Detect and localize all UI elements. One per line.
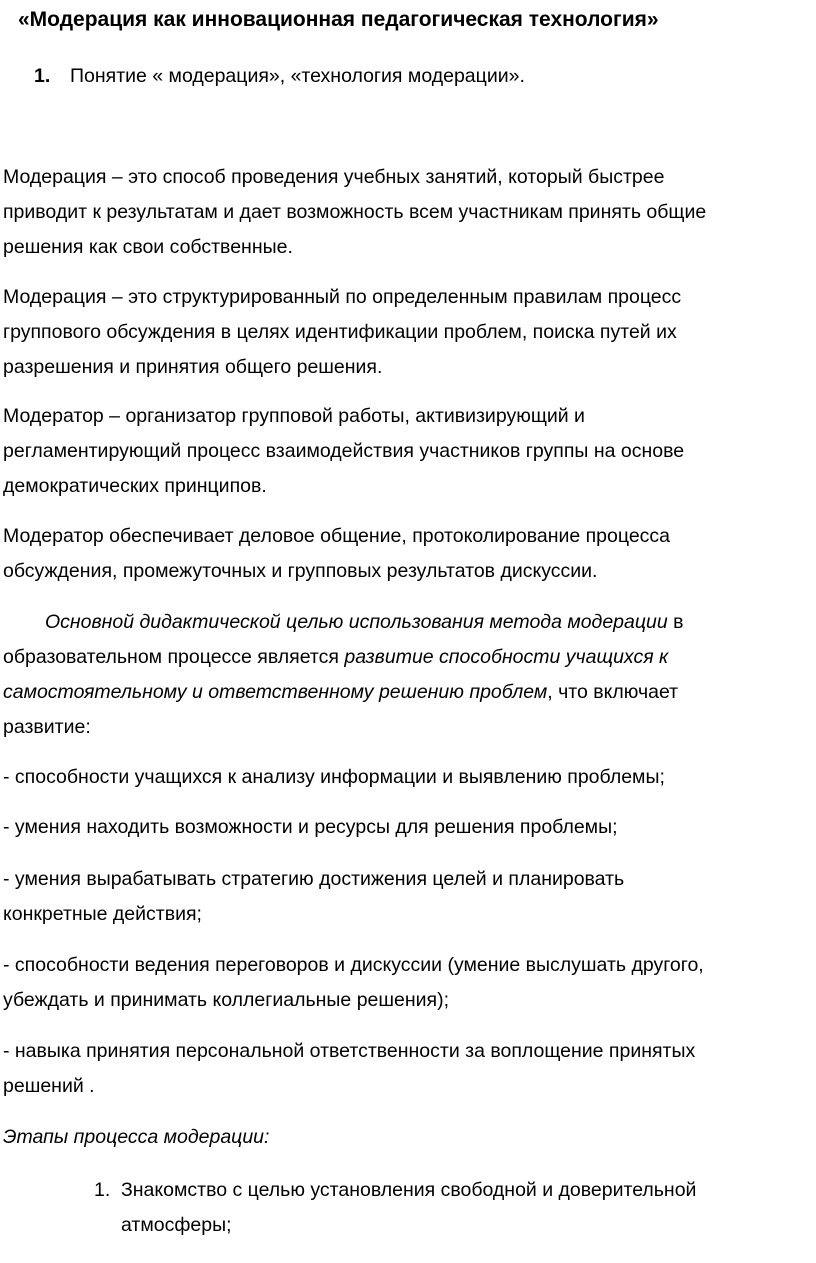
paragraph-3-line-1: Модератор – организатор групповой работы, активизирующий и (3, 405, 585, 427)
paragraph-3-line-2: регламентирующий процесс взаимодействия участников группы на основе (3, 440, 685, 462)
didactic-goal-emphasis: Основной дидактической целью использования метода модерации (45, 611, 668, 633)
paragraph-4-line-2: обсуждения, промежуточных и групповых результатов дискуссии. (3, 560, 598, 582)
bullet-2: - умения находить возможности и ресурсы для решения проблемы; (3, 816, 618, 838)
paragraph-5-line-4: развитие: (3, 716, 91, 738)
paragraph-2-line-3: разрешения и принятия общего решения. (3, 356, 383, 378)
paragraph-5-line-2 (3, 645, 668, 669)
paragraph-2-line-1: Модерация – это структурированный по определенным правилам процесс (3, 286, 682, 308)
stage-1-line-1: Знакомство с целью установления свободной и доверительной (121, 1179, 697, 1201)
stage-1-number: 1. (94, 1179, 111, 1201)
bullet-5-line-2: решений . (3, 1075, 95, 1097)
paragraph-1-line-2: приводит к результатам и дает возможность всем участникам принять общие (3, 201, 707, 223)
paragraph-5-line-2-text: образовательном процессе является (3, 646, 345, 668)
bullet-4-line-2: убеждать и принимать коллегиальные решения); (3, 989, 450, 1011)
bullet-4-line-1: - способности ведения переговоров и дискуссии (умение выслушать другого, (3, 954, 704, 976)
bullet-1: - способности учащихся к анализу информации и выявлению проблемы; (3, 766, 665, 788)
bullet-3-line-2: конкретные действия; (3, 903, 202, 925)
section-heading: Понятие « модерация», «технология модерации». (70, 65, 525, 87)
paragraph-2-line-2: группового обсуждения в целях идентификации проблем, поиска путей их (3, 321, 677, 343)
paragraph-5-line-3-tail: , что включает (547, 681, 679, 703)
paragraph-5-line-1 (45, 610, 683, 634)
stage-1-line-2: атмосферы; (121, 1214, 232, 1236)
paragraph-5-line-1-tail: в (667, 611, 684, 633)
stages-heading: Этапы процесса модерации: (3, 1126, 270, 1148)
document-title: «Модерация как инновационная педагогическая технология» (18, 8, 659, 31)
section-number: 1. (34, 65, 51, 87)
problem-solving-emphasis: самостоятельному и ответственному решению проблем (3, 681, 548, 703)
paragraph-4-line-1: Модератор обеспечивает деловое общение, протоколирование процесса (3, 525, 671, 547)
bullet-3-line-1: - умения вырабатывать стратегию достижения целей и планировать (3, 868, 625, 890)
paragraph-3-line-3: демократических принципов. (3, 475, 267, 497)
paragraph-5-line-3 (3, 680, 678, 704)
paragraph-1-line-1: Модерация – это способ проведения учебных занятий, который быстрее (3, 166, 665, 188)
bullet-5-line-1: - навыка принятия персональной ответственности за воплощение принятых (3, 1040, 696, 1062)
development-emphasis: развитие способности учащихся к (344, 646, 669, 668)
paragraph-1-line-3: решения как свои собственные. (3, 236, 293, 258)
